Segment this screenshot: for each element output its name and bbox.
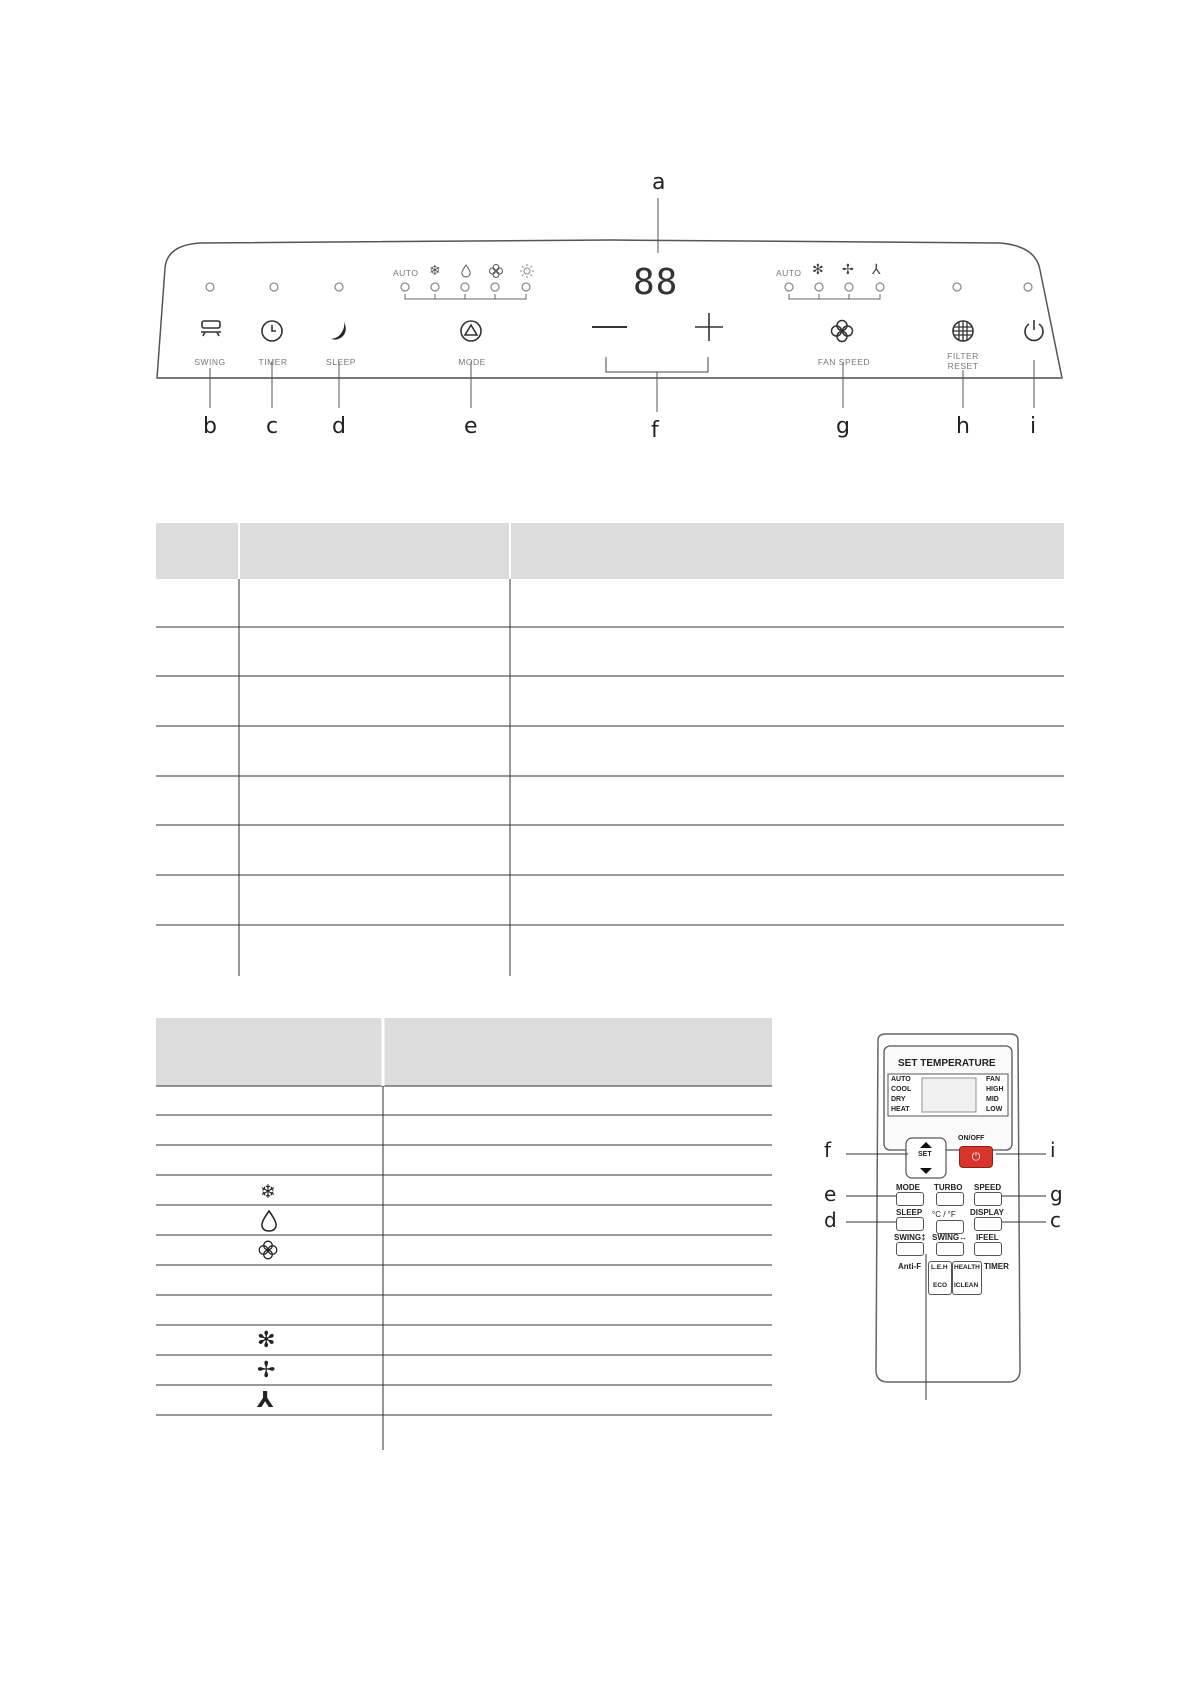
buttons-table: [156, 523, 1064, 976]
fan-icon: [488, 263, 504, 279]
remote-mode-button[interactable]: [896, 1192, 924, 1206]
remote-sleep-button[interactable]: [896, 1217, 924, 1231]
remote-callout-c: c: [1050, 1208, 1061, 1232]
fan-high-icon: ✻: [257, 1328, 276, 1353]
fan-mid-icon: ✢: [842, 262, 854, 278]
sleep-label: SLEEP: [326, 357, 356, 367]
filter-label-2: RESET: [947, 361, 979, 371]
sleep-button[interactable]: [326, 318, 354, 346]
droplet-icon: [460, 264, 472, 278]
remote-antif-label[interactable]: Anti-F: [898, 1262, 922, 1271]
remote-set-label[interactable]: SET: [918, 1151, 932, 1158]
remote-title: SET TEMPERATURE: [898, 1058, 996, 1069]
remote-swing-h-label: SWING↔: [932, 1233, 968, 1242]
power-icon: [1021, 318, 1047, 344]
callout-g: g: [836, 414, 850, 439]
callout-e: e: [464, 414, 478, 439]
filter-grid-icon: [950, 318, 976, 344]
moon-icon: [326, 318, 352, 344]
fan-speed-label: FAN SPEED: [817, 357, 871, 367]
remote-display-button[interactable]: [974, 1217, 1002, 1231]
remote-callout-g: g: [1050, 1182, 1063, 1206]
fan-icon: [257, 1239, 279, 1261]
remote-ifeel-button[interactable]: [974, 1242, 1002, 1256]
triangle-mode-icon: [458, 318, 484, 344]
remote-onoff-label: ON/OFF: [958, 1135, 985, 1142]
snowflake-icon: ❄: [260, 1181, 276, 1203]
mode-button[interactable]: [458, 318, 486, 346]
timer-label: TIMER: [258, 357, 288, 367]
indicator-table-grid: [156, 1018, 772, 1450]
remote-swing-v-label: SWING‡: [894, 1233, 926, 1242]
remote-cf-button[interactable]: [936, 1220, 964, 1234]
fan-speed-button[interactable]: [829, 318, 857, 346]
remote-eco-label: ECO: [933, 1282, 948, 1289]
remote-display-label: DISPLAY: [970, 1208, 1004, 1217]
remote-callout-d: d: [824, 1208, 837, 1232]
filter-label-1: FILTER: [947, 351, 979, 361]
control-panel-diagram: [0, 0, 1191, 460]
remote-fan-high: HIGH: [986, 1086, 1004, 1093]
clock-icon: [259, 318, 285, 344]
swing-icon: [197, 318, 225, 340]
swing-button[interactable]: [193, 318, 229, 358]
fan-low-icon: ⅄: [257, 1388, 274, 1413]
callout-c: c: [266, 414, 279, 439]
droplet-icon: [259, 1209, 279, 1233]
buttons-table-grid: [156, 523, 1064, 976]
fan-low-icon: ⅄: [872, 262, 881, 278]
callout-h: h: [956, 414, 970, 439]
remote-fan-low: LOW: [986, 1106, 1003, 1113]
remote-speed-label: SPEED: [974, 1183, 1002, 1192]
snowflake-icon: ❄: [429, 263, 441, 279]
remote-mode-label: MODE: [896, 1183, 920, 1192]
remote-power-button[interactable]: [959, 1146, 993, 1168]
remote-health-button[interactable]: [952, 1261, 982, 1295]
sun-icon: [519, 263, 535, 279]
remote-leh-label: L.E.H: [931, 1264, 948, 1271]
remote-mode-cool: COOL: [891, 1086, 912, 1093]
fan-mid-icon: ✢: [257, 1358, 276, 1383]
remote-health-label: HEALTH: [954, 1264, 980, 1271]
callout-i: i: [1030, 414, 1037, 439]
remote-mode-auto: AUTO: [891, 1076, 911, 1083]
indicator-table: [156, 1018, 772, 1450]
remote-fan-mid: MID: [986, 1096, 999, 1103]
filter-reset-button[interactable]: [950, 318, 978, 346]
remote-timer-label[interactable]: TIMER: [984, 1262, 1009, 1271]
remote-turbo-label: TURBO: [934, 1183, 963, 1192]
remote-speed-button[interactable]: [974, 1192, 1002, 1206]
power-button[interactable]: [1021, 318, 1049, 346]
callout-a: a: [652, 170, 666, 195]
remote-leh-button[interactable]: [928, 1261, 952, 1295]
callout-d: d: [332, 414, 346, 439]
remote-mode-heat: HEAT: [891, 1106, 910, 1113]
mode-label: MODE: [458, 357, 486, 367]
swing-label: SWING: [194, 357, 226, 367]
mode-auto-label: AUTO: [393, 268, 419, 278]
control-panel-outline: [0, 0, 1191, 460]
fan-auto-label: AUTO: [776, 268, 802, 278]
remote-fan-fan: FAN: [986, 1076, 1000, 1083]
temp-minus-button[interactable]: [590, 314, 630, 342]
temp-plus-button[interactable]: [692, 310, 726, 344]
remote-callout-i: i: [1050, 1138, 1056, 1162]
remote-ifeel-label: IFEEL: [976, 1233, 999, 1242]
remote-sleep-label: SLEEP: [896, 1208, 923, 1217]
remote-callout-f: f: [824, 1138, 832, 1162]
fan-high-icon: ✻: [812, 262, 824, 278]
power-icon: ⏻: [971, 1150, 981, 1163]
remote-iclean-label: ICLEAN: [954, 1282, 979, 1289]
remote-callout-e: e: [824, 1182, 837, 1206]
remote-swing-v-button[interactable]: [896, 1242, 924, 1256]
remote-control-diagram: [820, 1030, 1080, 1410]
remote-turbo-button[interactable]: [936, 1192, 964, 1206]
temperature-display: 88: [633, 262, 679, 303]
remote-mode-dry: DRY: [891, 1096, 906, 1103]
callout-f: f: [651, 418, 659, 443]
fan-icon: [829, 318, 855, 344]
callout-b: b: [203, 414, 217, 439]
remote-cf-label: °C / °F: [932, 1210, 956, 1219]
remote-swing-h-button[interactable]: [936, 1242, 964, 1256]
timer-button[interactable]: [259, 318, 287, 346]
